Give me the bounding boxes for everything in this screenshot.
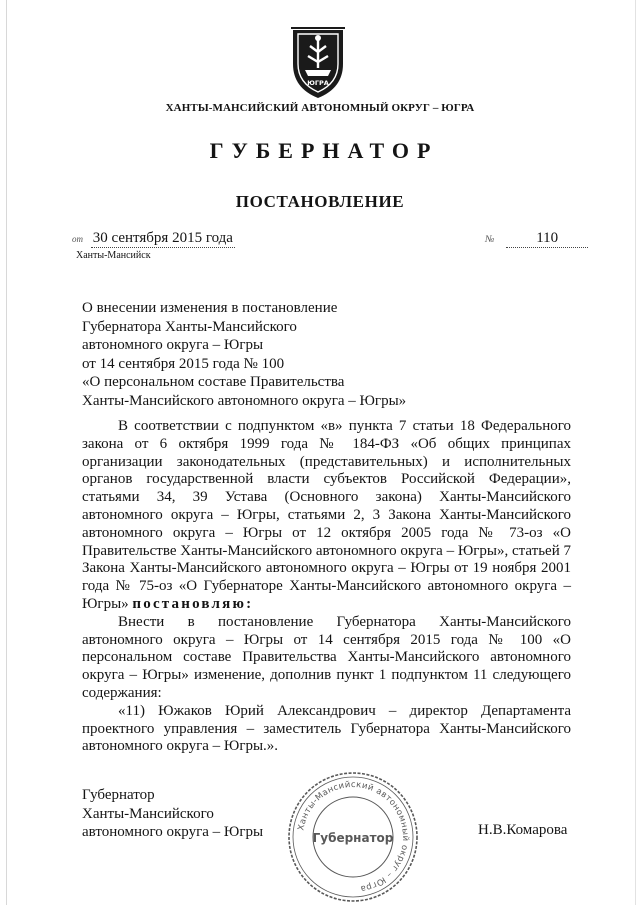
seal-center-text: Губернатор <box>312 831 394 845</box>
decree-body <box>82 418 571 756</box>
date-line <box>72 230 235 248</box>
issue-place: Ханты-Мансийск <box>76 250 151 261</box>
signatory-title <box>82 786 263 842</box>
date-prefix: от <box>72 234 83 244</box>
scan-edge-left <box>6 0 7 905</box>
signatory-name: Н.В.Комарова <box>478 822 568 838</box>
subject-line: «О персональном составе Правительства <box>82 374 345 391</box>
scan-edge-right <box>635 0 636 905</box>
official-seal-stamp <box>283 767 423 907</box>
preamble-paragraph <box>82 418 571 614</box>
document-type: ПОСТАНОВЛЕНИЕ <box>235 192 405 211</box>
document-date: 30 сентября 2015 года <box>92 230 233 246</box>
subject-line: О внесении изменения в постановление <box>82 300 338 316</box>
new-subpoint-paragraph: «11) Южаков Юрий Александрович – директор Департамента проектного управления – заместитель Губернатора Ханты-Мансийского автономного округа – Югры.». <box>82 702 571 755</box>
amendment-paragraph: Внести в постановление Губернатора Ханты-Мансийского автономного округа – Югры от 14 сентября 2015 года № 100 «О персональном составе Правительства Ханты-Мансийского автономного округа – Югры» изменение, дополнив пункт 1 подпунктом 11 следующего содержания: <box>82 613 571 701</box>
document-number: 110 <box>506 230 588 248</box>
signatory-title-line: Ханты-Мансийского <box>82 805 214 822</box>
subject-line: автономного округа – Югры <box>82 337 264 354</box>
number-prefix: № <box>485 234 495 245</box>
seal-ring-text: Ханты-Мансийский автономный округ – Югра <box>296 779 411 894</box>
region-name: ХАНТЫ-МАНСИЙСКИЙ АВТОНОМНЫЙ ОКРУГ – ЮГРА <box>165 102 475 114</box>
decree-subject <box>82 299 412 411</box>
decree-keyword: постановляю: <box>132 595 254 612</box>
authority-title: ГУБЕРНАТОР <box>209 138 439 163</box>
emblem-lettering: ЮГРА <box>307 79 329 87</box>
coat-of-arms-emblem <box>283 22 353 102</box>
signatory-title-line: автономного округа – Югры <box>82 824 264 840</box>
number-line <box>485 230 588 248</box>
subject-line: от 14 сентября 2015 года № 100 <box>82 355 285 372</box>
subject-line: Ханты-Мансийского автономного округа – Югры» <box>82 392 407 409</box>
subject-line: Губернатора Ханты-Мансийского <box>82 318 297 335</box>
signatory-title-line: Губернатор <box>82 787 155 803</box>
preamble-text: В соответствии с подпунктом «в» пункта 7 статьи 18 Федерального закона от 6 октября 1999 года № 184-ФЗ «Об общих принципах организации законодательных (представительных) и исполнительных органов государственной власти субъектов Российской Федерации», статьями 34, 39 Устава (Основного закона) Ханты-Мансийского автономного округа – Югры, статьями 2, 3 Закона Ханты-Мансийского автономного округа – Югры от 12 октября 2005 года № 73-оз «О Правительстве Ханты-Мансийского автономного округа – Югры», статьей 7 Закона Ханты-Мансийского автономного округа – Югры от 19 ноября 2001 года № 75-оз «О Губернаторе Ханты-Мансийского автономного округа – Югры» <box>82 418 571 612</box>
